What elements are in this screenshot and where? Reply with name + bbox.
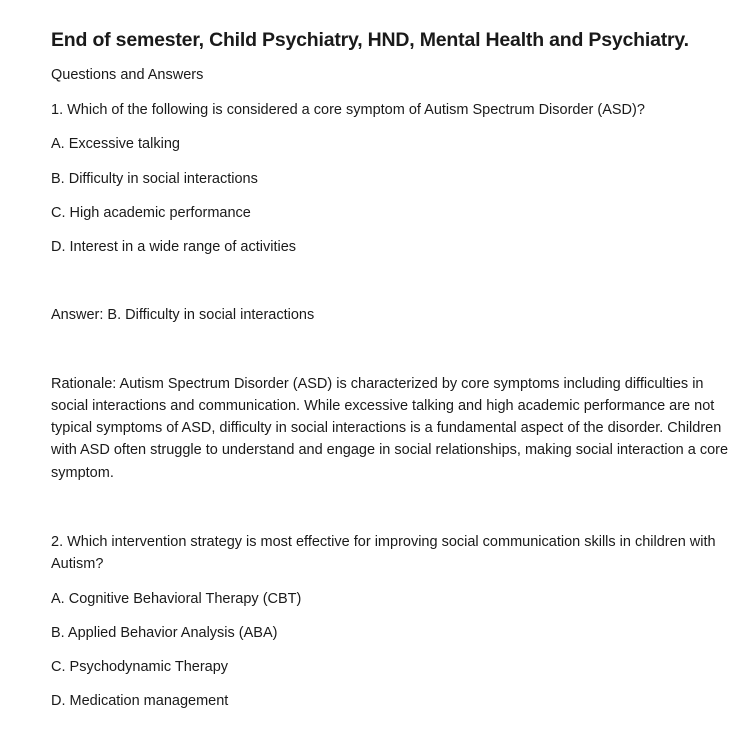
question-1-option-d: D. Interest in a wide range of activities xyxy=(51,239,297,255)
document-subtitle: Questions and Answers xyxy=(51,67,204,83)
question-2-option-c: C. Psychodynamic Therapy xyxy=(51,659,229,675)
question-1-answer: Answer: B. Difficulty in social interactions xyxy=(51,307,315,323)
question-1-rationale-line: Rationale: Autism Spectrum Disorder (ASD) is characterized by core symptoms including difficulties in xyxy=(51,376,704,392)
question-2-option-a: A. Cognitive Behavioral Therapy (CBT) xyxy=(51,591,302,607)
question-1-rationale-line: typical symptoms of ASD, difficulty in social interactions is a fundamental aspect of the disorder. Children xyxy=(51,420,722,436)
question-2-text-line: 2. Which intervention strategy is most effective for improving social communication skills in children with xyxy=(51,534,716,550)
question-2-option-b: B. Applied Behavior Analysis (ABA) xyxy=(51,625,278,641)
question-1-text: 1. Which of the following is considered a core symptom of Autism Spectrum Disorder (ASD)? xyxy=(51,102,645,118)
question-1-rationale-line: symptom. xyxy=(51,465,114,481)
question-1-option-c: C. High academic performance xyxy=(51,205,251,221)
question-1-rationale-line: social interactions and communication. While excessive talking and high academic performance are not xyxy=(51,398,715,414)
question-1-rationale-line: with ASD often struggle to understand and engage in social relationships, making social interaction a core xyxy=(51,442,729,458)
question-1-option-a: A. Excessive talking xyxy=(51,136,180,152)
question-2-option-d: D. Medication management xyxy=(51,693,229,709)
question-1-option-b: B. Difficulty in social interactions xyxy=(51,171,258,187)
question-2-text-line: Autism? xyxy=(51,556,104,572)
document-title: End of semester, Child Psychiatry, HND, Mental Health and Psychiatry. xyxy=(51,29,689,51)
